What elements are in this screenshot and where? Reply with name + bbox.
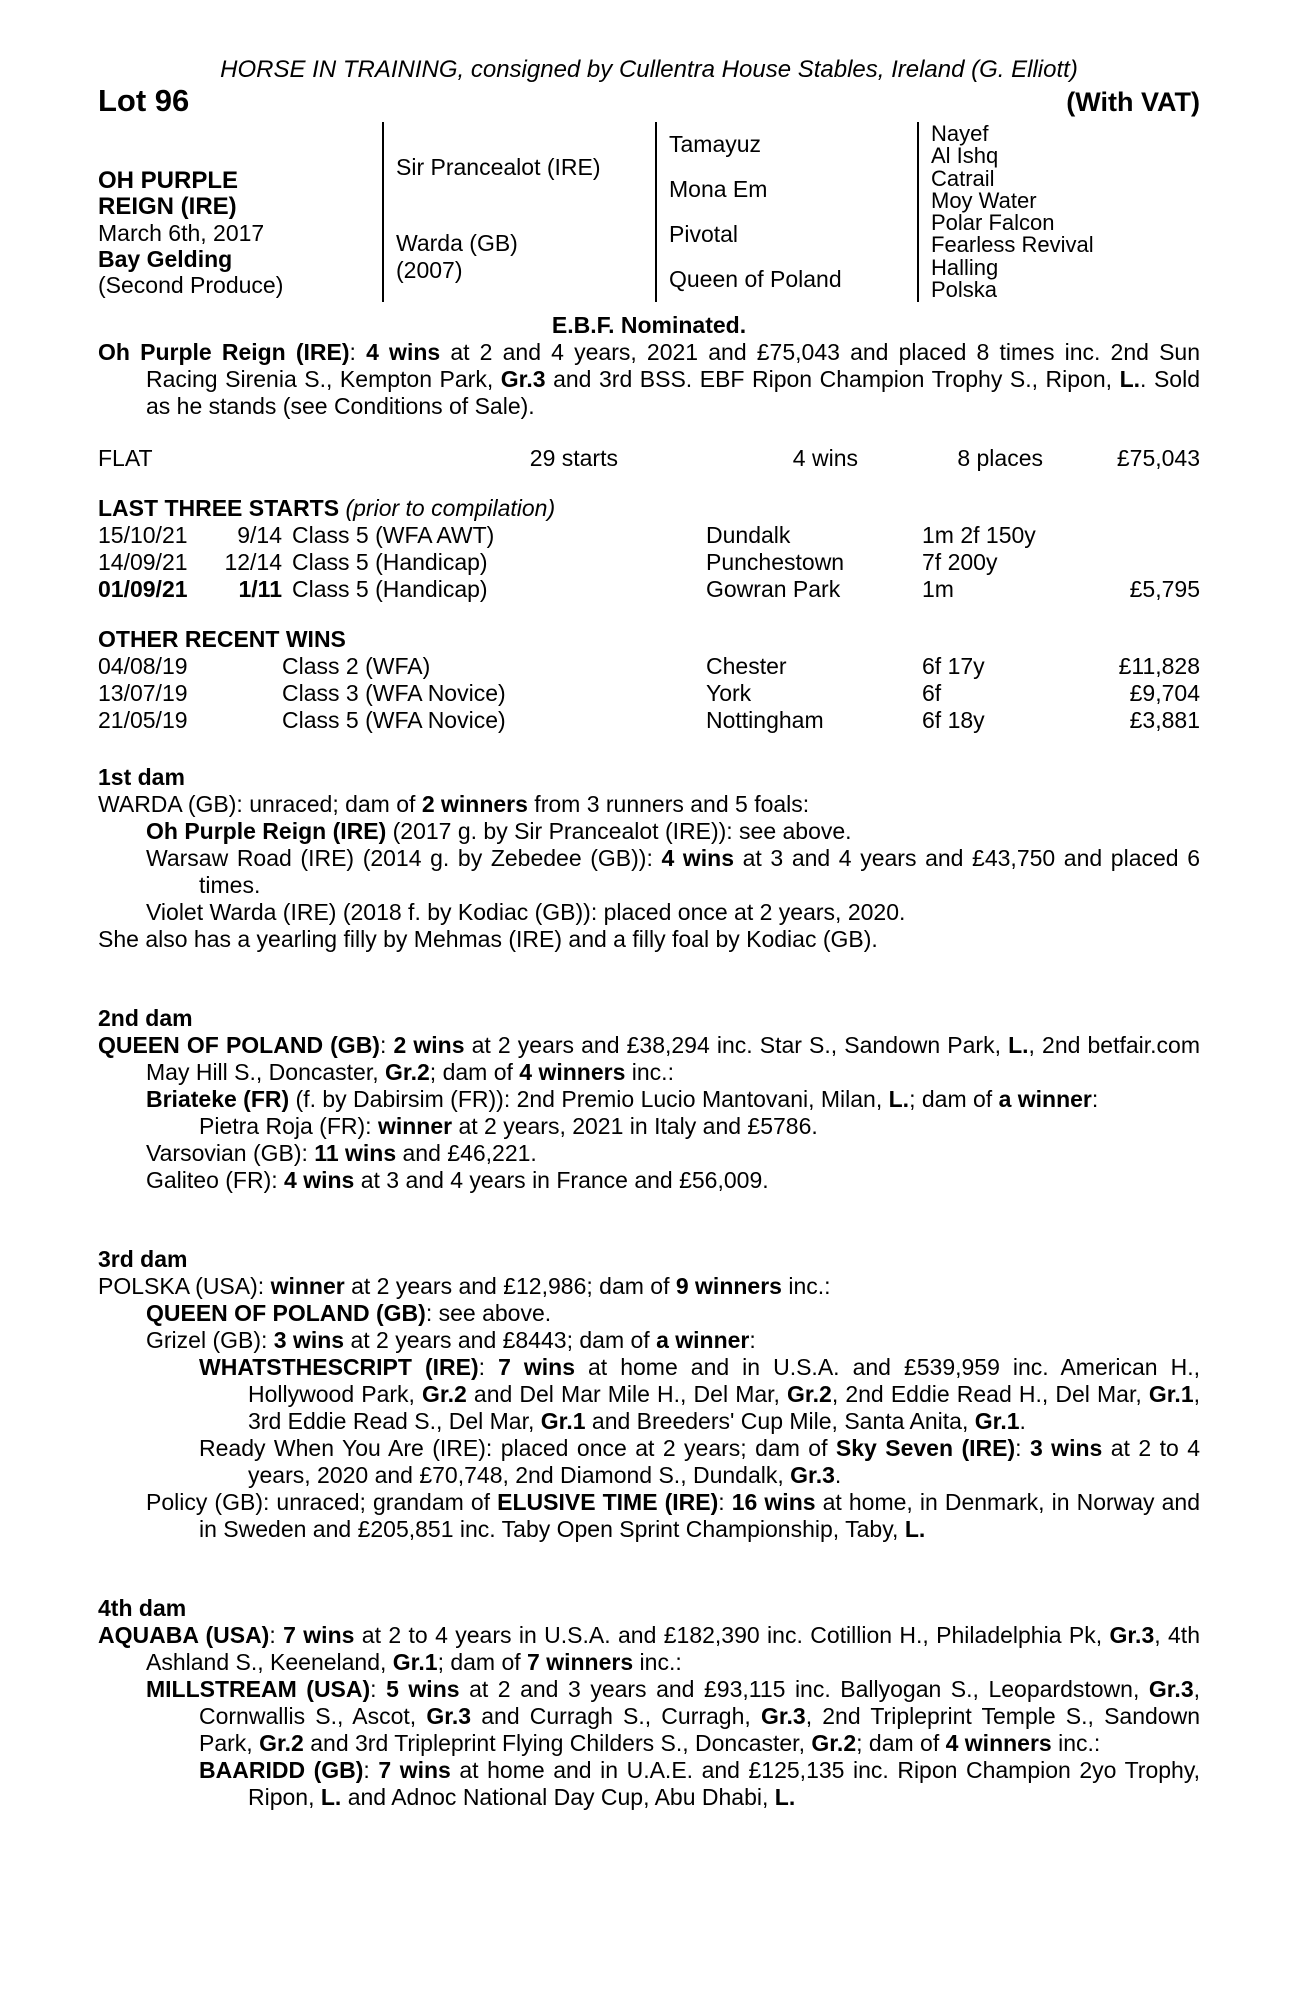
text: and Curragh S., Curragh,	[471, 1703, 761, 1729]
text: ; dam of	[856, 1730, 946, 1756]
text: Grizel (GB):	[146, 1327, 274, 1353]
bold-text: 7 winners	[527, 1649, 634, 1675]
race-class: Class 5 (WFA Novice)	[282, 707, 506, 733]
dam-section	[98, 1005, 1200, 1194]
bold-text: QUEEN OF POLAND (GB)	[98, 1032, 380, 1058]
race-distance: 1m	[922, 576, 954, 602]
race-distance: 7f 200y	[922, 549, 998, 575]
pedigree-name-block	[98, 122, 382, 302]
last-three-starts-heading	[98, 495, 1200, 522]
prize-money: £9,704	[1129, 680, 1200, 706]
prize-money	[1084, 522, 1200, 549]
text: She also has a yearling filly by Mehmas (IRE) and a filly foal by Kodiac (GB).	[98, 926, 878, 952]
bold-text: Gr.2	[385, 1059, 430, 1085]
bold-text: Gr.3	[1109, 1622, 1155, 1648]
dam-year: (2007)	[396, 257, 463, 283]
sire-cell	[384, 122, 655, 212]
great-grandparent-name: Halling	[931, 254, 999, 280]
lot-number: Lot 96	[98, 83, 190, 118]
bold-text: Gr.3	[426, 1703, 472, 1729]
great-grandparent-name: Fearless Revival	[931, 232, 1094, 258]
bold-text: 7 wins	[378, 1757, 451, 1783]
text: ; dam of	[437, 1649, 528, 1675]
dam-section	[98, 1595, 1200, 1811]
bold-text: 4 winners	[519, 1059, 626, 1085]
grandparent-cell	[657, 167, 917, 212]
finish-position: 9/14	[237, 522, 282, 548]
grandparent-cell	[657, 212, 917, 257]
horse-name-line1: OH PURPLE	[98, 167, 239, 194]
prize-money: £5,795	[1129, 576, 1200, 602]
bold-text: Gr.2	[259, 1730, 304, 1756]
race-distance: 6f	[922, 680, 942, 706]
text: Warsaw Road (IRE) (2014 g. by Zebedee (GB)):	[146, 845, 662, 871]
win-date: 21/05/19	[98, 707, 188, 733]
text: at 2 and 3 years and £93,115 inc. Ballyogan S., Leopardstown,	[459, 1676, 1149, 1702]
bold-text: 3 wins	[273, 1327, 345, 1353]
bold-text: Gr.3	[1148, 1676, 1194, 1702]
text: :	[478, 1354, 499, 1380]
pedigree-paragraph	[98, 1354, 1200, 1435]
pedigree-table	[98, 122, 1200, 302]
text: inc.:	[633, 1649, 682, 1675]
other-recent-wins-table	[98, 653, 1200, 734]
bold-text: Briateke (FR)	[146, 1086, 290, 1112]
pedigree-paragraph	[98, 845, 1200, 899]
bold-text: L.	[888, 1086, 910, 1112]
bold-text: 9 winners	[675, 1273, 782, 1299]
last-three-starts-subtitle	[345, 495, 555, 521]
pedigree-paragraph	[98, 1489, 1200, 1543]
dam-sections	[98, 764, 1200, 1811]
race-distance: 6f 18y	[922, 707, 985, 733]
text: , 2nd betfair.com May Hill S., Doncaster,	[146, 1032, 1200, 1085]
bold-text: WHATSTHESCRIPT (IRE)	[199, 1354, 479, 1380]
dam-section-heading: 1st dam	[98, 764, 185, 790]
pedigree-sire-dam-column	[382, 122, 655, 302]
text: inc.:	[781, 1273, 831, 1299]
dam-cell	[384, 212, 655, 302]
pedigree-paragraph	[98, 1676, 1200, 1757]
win-date: 13/07/19	[98, 680, 188, 706]
text: at 2 years and £38,294 inc. Star S., Sandown Park,	[464, 1032, 1009, 1058]
start-date: 15/10/21	[98, 522, 188, 548]
grandparent-name: Tamayuz	[669, 131, 762, 157]
start-row	[98, 549, 1200, 576]
flat-wins: 4 wins	[792, 445, 858, 471]
bold-text: Gr.2	[811, 1730, 857, 1756]
flat-places: 8 places	[957, 445, 1043, 471]
race-class: Class 5 (WFA AWT)	[292, 522, 495, 548]
text: WARDA (GB): unraced; dam of	[98, 791, 422, 817]
pedigree-paragraph	[98, 1300, 1200, 1327]
text: and Del Mar Mile H., Del Mar,	[466, 1381, 788, 1407]
great-grandparent-name: Nayef	[931, 121, 989, 146]
bold-text: 4 wins	[366, 339, 441, 365]
text: Pietra Roja (FR):	[199, 1113, 378, 1139]
course-name: Punchestown	[706, 549, 845, 575]
great-grandparent-name: Polar Falcon	[931, 210, 1055, 236]
text: at 2 to 4 years, 2020 and £70,748, 2nd Diamond S., Dundalk,	[248, 1435, 1200, 1488]
bold-text: Gr.1	[540, 1408, 586, 1434]
text: POLSKA (USA):	[98, 1273, 271, 1299]
text: , Cornwallis S., Ascot,	[199, 1676, 1201, 1729]
flat-label: FLAT	[98, 445, 153, 471]
bold-text: L.	[1119, 366, 1141, 392]
text: :	[363, 1757, 379, 1783]
text: :	[1015, 1435, 1030, 1461]
subtitle-text: (prior to compilation)	[345, 495, 556, 521]
text: at 2 years and £12,986; dam of	[344, 1273, 676, 1299]
flat-earnings: £75,043	[1116, 445, 1200, 471]
bold-text: Oh Purple Reign (IRE)	[98, 339, 350, 365]
text: at 3 and 4 years in France and £56,009.	[354, 1167, 769, 1193]
bold-text: 5 wins	[386, 1676, 460, 1702]
text: Galiteo (FR):	[146, 1167, 285, 1193]
text: , 2nd Eddie Read H., Del Mar,	[831, 1381, 1149, 1407]
text: inc.:	[1051, 1730, 1101, 1756]
text: at 3 and 4 years and £43,750 and placed 6 times.	[199, 845, 1200, 898]
text: and 3rd Tripleprint Flying Childers S., Doncaster,	[303, 1730, 812, 1756]
course-name: Nottingham	[706, 707, 824, 733]
bold-text: AQUABA (USA)	[98, 1622, 270, 1648]
dam-section	[98, 764, 1200, 953]
bold-text: a winner	[998, 1086, 1092, 1112]
consignor-line: HORSE IN TRAINING, consigned by Cullentra House Stables, Ireland (G. Elliott)	[220, 56, 1078, 83]
pedigree-paragraph	[98, 1140, 1200, 1167]
text: (f. by Dabirsim (FR)): 2nd Premio Lucio Mantovani, Milan,	[289, 1086, 889, 1112]
bold-text: Gr.3	[760, 1703, 806, 1729]
grandparent-name: Mona Em	[669, 176, 768, 202]
text: at home, in Denmark, in Norway and in Sweden and £205,851 inc. Taby Open Sprint Championship, Taby,	[199, 1489, 1200, 1542]
great-grandparent-name: Catrail	[931, 165, 995, 191]
bold-text: ELUSIVE TIME (IRE)	[497, 1489, 719, 1515]
text: :	[349, 339, 367, 365]
bold-text: 4 wins	[661, 845, 734, 871]
pedigree-paragraph	[98, 1757, 1200, 1811]
great-grandparent-name: Moy Water	[931, 187, 1037, 213]
bold-text: Gr.3	[790, 1462, 835, 1488]
pedigree-great-grandparents-column	[917, 122, 1200, 302]
prize-money	[1084, 549, 1200, 576]
bold-text: winner	[270, 1273, 345, 1299]
bold-text: MILLSTREAM (USA)	[146, 1676, 371, 1702]
win-row	[98, 707, 1200, 734]
bold-text: Gr.1	[1148, 1381, 1194, 1407]
grandparent-cell	[657, 257, 917, 302]
bold-text: 7 wins	[283, 1622, 355, 1648]
course-name: Dundalk	[706, 522, 791, 548]
vat-note: (With VAT)	[1066, 87, 1200, 117]
pedigree-paragraph	[98, 791, 1200, 818]
produce-note: (Second Produce)	[98, 272, 284, 298]
bold-text: L.	[1008, 1032, 1029, 1058]
pedigree-paragraph	[98, 1032, 1200, 1086]
race-class: Class 2 (WFA)	[282, 653, 431, 679]
text: at 2 years and £8443; dam of	[344, 1327, 657, 1353]
flat-starts: 29 starts	[529, 445, 618, 471]
ebf-nominated-note: E.B.F. Nominated.	[551, 312, 747, 338]
win-row	[98, 680, 1200, 707]
text: :	[379, 1032, 394, 1058]
text: and Breeders' Cup Mile, Santa Anita,	[585, 1408, 975, 1434]
win-date: 04/08/19	[98, 653, 188, 679]
bold-text: 4 wins	[284, 1167, 355, 1193]
text: at home and in U.S.A. and £539,959 inc. American H., Hollywood Park,	[248, 1354, 1201, 1407]
bold-text: Gr.2	[787, 1381, 832, 1407]
grandparent-name: Queen of Poland	[669, 266, 842, 292]
bold-text: 2 winners	[421, 791, 528, 817]
text: (2017 g. by Sir Prancealot (IRE)): see above.	[386, 818, 852, 844]
last-three-starts-title: LAST THREE STARTS	[98, 495, 340, 521]
bold-text: 16 wins	[731, 1489, 816, 1515]
prize-money: £11,828	[1118, 653, 1200, 679]
race-distance: 6f 17y	[922, 653, 985, 679]
text: :	[370, 1676, 387, 1702]
bold-text: Sky Seven (IRE)	[835, 1435, 1016, 1461]
sire-name: Sir Prancealot (IRE)	[396, 153, 601, 180]
bold-text: L.	[320, 1784, 342, 1810]
text: and 3rd BSS. EBF Ripon Champion Trophy S., Ripon,	[545, 366, 1120, 392]
text: :	[749, 1327, 756, 1353]
text: at home and in U.A.E. and £125,135 inc. Ripon Champion 2yo Trophy, Ripon,	[248, 1757, 1200, 1810]
bold-text: 2 wins	[393, 1032, 465, 1058]
bold-text: L.	[904, 1516, 926, 1542]
other-recent-wins-heading	[98, 626, 1200, 653]
bold-text: winner	[377, 1113, 453, 1139]
race-record-summary	[98, 339, 1200, 420]
flat-record-row	[98, 445, 1200, 472]
pedigree-paragraph	[98, 899, 1200, 926]
text: ; dam of	[429, 1059, 520, 1085]
pedigree-paragraph	[98, 818, 1200, 845]
text: Policy (GB): unraced; grandam of	[146, 1489, 498, 1515]
course-name: Gowran Park	[706, 576, 841, 602]
dam-section-heading: 3rd dam	[98, 1246, 188, 1272]
dam-name: Warda (GB)	[396, 230, 518, 256]
text: Violet Warda (IRE) (2018 f. by Kodiac (GB)): placed once at 2 years, 2020.	[146, 899, 906, 925]
text: , 2nd Tripleprint Temple S., Sandown Park,	[199, 1703, 1200, 1756]
bold-text: 11 wins	[314, 1140, 397, 1166]
dam-section	[98, 1246, 1200, 1543]
lot-row	[98, 83, 1200, 118]
start-date: 01/09/21	[98, 576, 188, 602]
pedigree-paragraph	[98, 1435, 1200, 1489]
text: at 2 years, 2021 in Italy and £5786.	[452, 1113, 818, 1139]
text: and £46,221.	[396, 1140, 537, 1166]
bold-text: 7 wins	[498, 1354, 575, 1380]
pedigree-paragraph	[98, 1327, 1200, 1354]
grandparent-cell	[657, 122, 917, 167]
text: : see above.	[425, 1300, 552, 1326]
win-row	[98, 653, 1200, 680]
text: :	[718, 1489, 732, 1515]
great-grandparent-name: Al Ishq	[931, 143, 999, 169]
start-date: 14/09/21	[98, 549, 188, 575]
race-class: Class 3 (WFA Novice)	[282, 680, 506, 706]
prize-money: £3,881	[1129, 707, 1200, 733]
great-grandparent-name: Polska	[931, 277, 998, 303]
catalogue-page	[98, 56, 1200, 1811]
pedigree-paragraph	[98, 1113, 1200, 1140]
bold-text: Gr.1	[974, 1408, 1020, 1434]
race-class: Class 5 (Handicap)	[292, 549, 488, 575]
text: , 3rd Eddie Read S., Del Mar,	[248, 1381, 1201, 1434]
bold-text: BAARIDD (GB)	[199, 1757, 364, 1783]
finish-position: 12/14	[224, 549, 282, 575]
foaling-date: March 6th, 2017	[98, 220, 265, 246]
pedigree-paragraph	[98, 1273, 1200, 1300]
text: at 2 to 4 years in U.S.A. and £182,390 inc. Cotillion H., Philadelphia Pk,	[354, 1622, 1110, 1648]
text: from 3 runners and 5 foals:	[527, 791, 810, 817]
finish-position: 1/11	[238, 576, 282, 602]
text: :	[269, 1622, 284, 1648]
grandparent-name: Pivotal	[669, 221, 739, 247]
last-three-starts-table	[98, 522, 1200, 603]
other-recent-wins-title: OTHER RECENT WINS	[98, 626, 346, 652]
colour-sex: Bay Gelding	[98, 246, 233, 272]
text: . Sold as he stands (see Conditions of Sale).	[146, 366, 1200, 419]
course-name: Chester	[706, 653, 787, 679]
text: at 2 and 4 years, 2021 and £75,043 and placed 8 times inc. 2nd Sun Racing Sirenia S., Kempton Park,	[146, 339, 1201, 392]
horse-name-line2: REIGN (IRE)	[98, 193, 237, 220]
bold-text: Gr.2	[422, 1381, 467, 1407]
race-class: Class 5 (Handicap)	[292, 576, 488, 602]
text: .	[834, 1462, 842, 1488]
bold-text: a winner	[656, 1327, 750, 1353]
bold-text: Gr.1	[392, 1649, 438, 1675]
bold-text: 3 wins	[1029, 1435, 1103, 1461]
bold-text: 4 winners	[945, 1730, 1052, 1756]
text: inc.:	[625, 1059, 674, 1085]
text: , 4th Ashland S., Keeneland,	[146, 1622, 1200, 1675]
text: Varsovian (GB):	[146, 1140, 315, 1166]
text: .	[1019, 1408, 1026, 1434]
course-name: York	[706, 680, 752, 706]
bold-text: Oh Purple Reign (IRE)	[146, 818, 387, 844]
bold-text: QUEEN OF POLAND (GB)	[146, 1300, 426, 1326]
start-row	[98, 576, 1200, 603]
bold-text: Gr.3	[500, 366, 546, 392]
text: :	[1091, 1086, 1099, 1112]
pedigree-grandparents-column	[655, 122, 917, 302]
dam-section-heading: 2nd dam	[98, 1005, 193, 1031]
bold-text: L.	[774, 1784, 796, 1810]
dam-section-heading: 4th dam	[98, 1595, 187, 1621]
start-row	[98, 522, 1200, 549]
race-distance: 1m 2f 150y	[922, 522, 1036, 548]
pedigree-paragraph	[98, 926, 1200, 953]
text: Ready When You Are (IRE): placed once at 2 years; dam of	[199, 1435, 836, 1461]
text: and Adnoc National Day Cup, Abu Dhabi,	[341, 1784, 775, 1810]
pedigree-paragraph	[98, 1167, 1200, 1194]
pedigree-paragraph	[98, 1086, 1200, 1113]
pedigree-paragraph	[98, 1622, 1200, 1676]
text: ; dam of	[909, 1086, 999, 1112]
